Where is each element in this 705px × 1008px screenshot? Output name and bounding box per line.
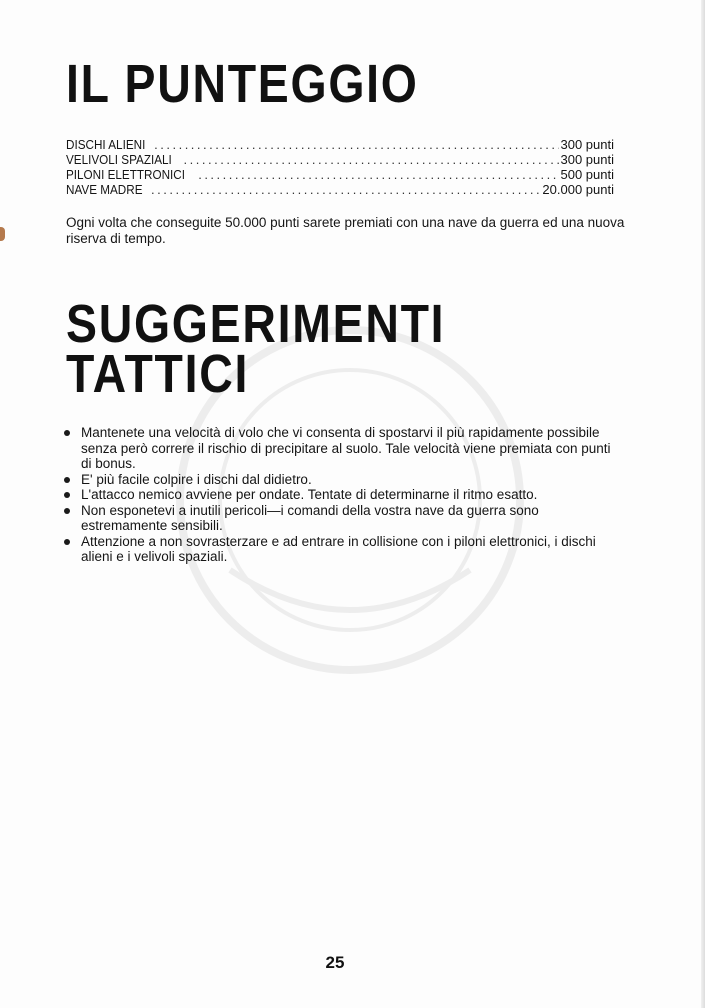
score-row xyxy=(66,152,614,167)
score-value: 20.000 punti xyxy=(542,182,614,197)
score-row xyxy=(66,167,614,182)
tip-text: Non esponetevi a inutili pericoli—i comandi della vostra nave da guerra sono estremamente sensibili. xyxy=(81,502,539,533)
tip-text: Attenzione a non sovrasterzare e ad entrare in collisione con i piloni elettronici, i dischi alieni e i velivoli spaziali. xyxy=(81,533,596,564)
bullet-icon xyxy=(64,539,70,545)
tip-text: E' più facile colpire i dischi dal didietro. xyxy=(81,471,312,487)
dot-leader xyxy=(184,152,559,167)
page-edge xyxy=(701,0,705,1008)
score-row xyxy=(66,137,614,152)
binding-mark xyxy=(0,227,5,241)
score-value: 300 punti xyxy=(560,152,614,167)
bullet-icon xyxy=(64,477,70,483)
list-item xyxy=(64,503,624,534)
heading-tattici: TATTICI xyxy=(66,344,250,404)
heading-suggerimenti: SUGGERIMENTI xyxy=(66,294,446,354)
score-label: DISCHI ALIENI xyxy=(66,137,146,152)
bullet-icon xyxy=(64,492,70,498)
heading-punteggio: IL PUNTEGGIO xyxy=(66,54,419,114)
dot-leader xyxy=(151,182,540,197)
score-label: PILONI ELETTRONICI xyxy=(66,167,185,182)
bonus-paragraph: Ogni volta che conseguite 50.000 punti sarete premiati con una nave da guerra ed una nuova riserva di tempo. xyxy=(66,215,625,246)
score-value: 300 punti xyxy=(560,137,614,152)
page-number: 25 xyxy=(325,953,345,972)
score-label: VELIVOLI SPAZIALI xyxy=(66,152,172,167)
dot-leader xyxy=(198,167,558,182)
tip-text: Mantenete una velocità di volo che vi consenta di spostarvi il più rapidamente possibile senza però correre il rischio di precipitare al suolo. Tale velocità viene premiata con punti di bonus. xyxy=(81,425,611,471)
score-label: NAVE MADRE xyxy=(66,182,143,197)
score-table xyxy=(66,137,614,197)
tips-list xyxy=(64,425,624,565)
score-row xyxy=(66,182,614,197)
score-value: 500 punti xyxy=(560,167,614,182)
bullet-icon xyxy=(64,508,70,514)
list-item xyxy=(64,534,624,565)
list-item xyxy=(64,487,624,503)
dot-leader xyxy=(154,137,558,152)
list-item xyxy=(64,472,624,488)
list-item xyxy=(64,425,624,472)
tip-text: L'attacco nemico avviene per ondate. Tentate di determinarne il ritmo esatto. xyxy=(81,487,538,502)
bullet-icon xyxy=(64,430,70,436)
